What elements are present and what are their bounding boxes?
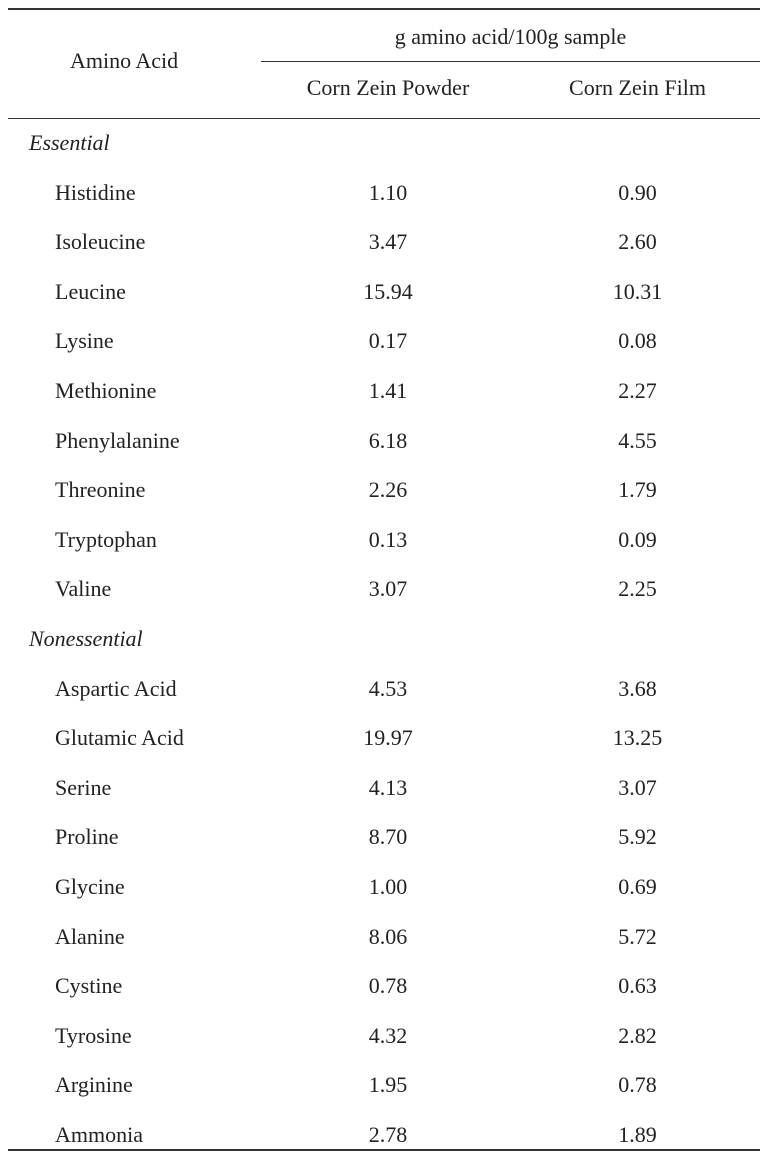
table-row <box>8 515 760 565</box>
powder-value: 1.10 <box>368 179 408 205</box>
table-row <box>8 912 760 962</box>
film-value: 1.89 <box>618 1121 657 1147</box>
amino-acid-name: Histidine <box>55 179 136 205</box>
film-value: 13.25 <box>612 725 663 751</box>
film-value: 2.25 <box>618 576 657 602</box>
powder-value: 19.97 <box>363 725 413 751</box>
table-row <box>8 564 760 614</box>
powder-value: 4.32 <box>368 1022 408 1048</box>
amino-acid-name: Alanine <box>55 923 125 949</box>
amino-acid-name: Valine <box>55 576 112 602</box>
table-bottom-rule <box>8 1149 760 1151</box>
film-value: 0.78 <box>618 1072 657 1098</box>
amino-acid-name: Aspartic Acid <box>55 675 177 701</box>
table-row <box>8 168 760 218</box>
table-row <box>8 812 760 862</box>
table-row <box>8 713 760 763</box>
film-value: 1.79 <box>618 477 657 503</box>
film-value: 0.09 <box>618 526 657 552</box>
table-row <box>8 664 760 714</box>
amino-acid-name: Arginine <box>55 1072 133 1098</box>
section-row <box>8 118 760 168</box>
table-row <box>8 1110 760 1159</box>
powder-value: 0.13 <box>368 526 408 552</box>
amino-acid-name: Cystine <box>55 973 123 999</box>
table-row <box>8 465 760 515</box>
film-value: 3.07 <box>618 774 657 800</box>
powder-value: 0.17 <box>368 328 408 354</box>
amino-acid-name: Phenylalanine <box>55 427 180 453</box>
film-value: 0.90 <box>618 179 657 205</box>
section-label: Nonessential <box>29 625 143 651</box>
amino-acid-name: Serine <box>55 774 112 800</box>
film-value: 0.69 <box>618 873 657 899</box>
section-label: Essential <box>29 130 110 155</box>
film-value: 2.60 <box>618 229 657 255</box>
group-header: g amino acid/100g sample <box>394 24 627 49</box>
amino-acid-name: Threonine <box>55 477 146 503</box>
powder-value: 3.07 <box>368 576 408 602</box>
powder-value: 2.78 <box>368 1121 408 1147</box>
powder-value: 6.18 <box>368 427 408 453</box>
column-header-film: Corn Zein Film <box>569 75 706 100</box>
table-top-rule <box>8 8 760 10</box>
table-row <box>8 366 760 416</box>
film-value: 0.63 <box>618 973 657 999</box>
powder-value: 3.47 <box>368 229 408 255</box>
amino-acid-name: Isoleucine <box>55 229 146 255</box>
powder-value: 4.53 <box>368 675 408 701</box>
table-row <box>8 862 760 912</box>
table-row <box>8 316 760 366</box>
film-value: 5.92 <box>618 824 657 850</box>
amino-acid-name: Glycine <box>55 873 125 899</box>
table-row <box>8 1011 760 1061</box>
powder-value: 15.94 <box>363 278 413 304</box>
amino-acid-name: Leucine <box>55 278 126 304</box>
film-value: 4.55 <box>618 427 657 453</box>
powder-value: 1.95 <box>368 1072 408 1098</box>
powder-value: 2.26 <box>368 477 408 503</box>
powder-value: 1.41 <box>368 377 408 403</box>
powder-value: 1.00 <box>368 873 408 899</box>
powder-value: 8.70 <box>368 824 408 850</box>
table-row <box>8 416 760 466</box>
group-header-rule <box>261 61 760 62</box>
amino-acid-name: Proline <box>55 824 119 850</box>
powder-value: 4.13 <box>368 774 408 800</box>
film-value: 0.08 <box>618 328 657 354</box>
row-label-header: Amino Acid <box>70 48 179 73</box>
column-header-powder: Corn Zein Powder <box>306 75 470 100</box>
powder-value: 0.78 <box>368 973 408 999</box>
amino-acid-name: Tyrosine <box>55 1022 132 1048</box>
amino-acid-name: Tryptophan <box>55 526 157 552</box>
table-row <box>8 267 760 317</box>
amino-acid-name: Ammonia <box>55 1121 143 1147</box>
film-value: 2.27 <box>618 377 657 403</box>
table-body <box>8 118 760 1159</box>
film-value: 5.72 <box>618 923 657 949</box>
film-value: 10.31 <box>612 278 663 304</box>
amino-acid-name: Lysine <box>55 328 114 354</box>
table-row <box>8 1060 760 1110</box>
powder-value: 8.06 <box>368 923 408 949</box>
table-row <box>8 763 760 813</box>
table-row <box>8 217 760 267</box>
amino-acid-name: Methionine <box>55 377 157 403</box>
table-row <box>8 961 760 1011</box>
amino-acid-name: Glutamic Acid <box>55 725 184 751</box>
film-value: 2.82 <box>618 1022 657 1048</box>
section-row <box>8 614 760 664</box>
film-value: 3.68 <box>618 675 657 701</box>
